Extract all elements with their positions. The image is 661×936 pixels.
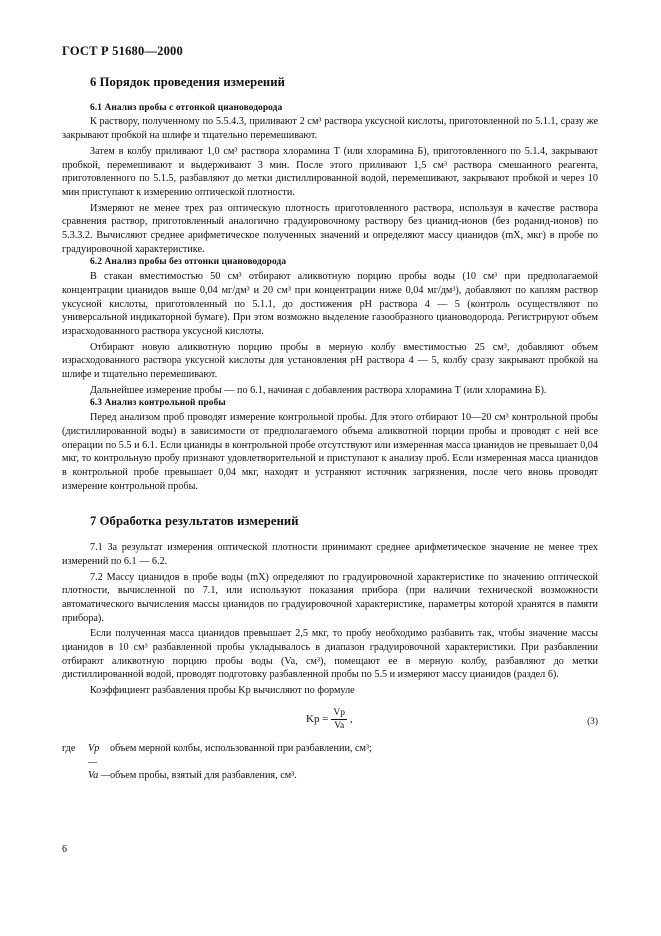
definition-row bbox=[62, 769, 598, 783]
paragraph: Измеряют не менее трех раз оптическую плотность приготовленного раствора, используя в качестве раствора сравнения раствор, приготовленный аналогично градуировочному раствору без цианид-ионов (без роданид-ионов) по 5.3.3.2. Вычисляют среднее арифметическое полученных значений и определяют массу цианидов (mX, мкг) в пробе по градуировочной характеристике. bbox=[62, 202, 598, 255]
definition-lead bbox=[62, 769, 88, 783]
paragraph: К раствору, полученному по 5.5.4.3, приливают 2 см³ раствора уксусной кислоты, приготовленной по 5.1.1, сразу же закрывают пробкой на шлифе и тщательно перемешивают. bbox=[62, 116, 598, 142]
paragraph: Затем в колбу приливают 1,0 см³ раствора хлорамина Т (или хлорамина Б), приготовленного по 5.1.4, закрывают пробкой, перемешивают и выдерживают 3 мин. После этого приливают 1,5 см³ раствора смешанного реагента, приготовленного по 5.1.5, разбавляют до метки дистиллированной водой, перемешивают, закрывают пробкой и через 10 мин приступают к измерению оптической плотности. bbox=[62, 145, 598, 198]
formula-definitions bbox=[62, 742, 598, 783]
page-number: 6 bbox=[62, 844, 67, 855]
paragraph: Если полученная масса цианидов превышает 2,5 мкг, то пробу необходимо разбавить так, чтобы значение массы цианидов в 10 см³ разбавленной пробы укладывалось в диапазон градуировочной характеристики. При разбавлении отбирают аликвотную порцию пробы воды (Va, см³), помещают ее в мерную колбу, разбавляют до метки дистиллированной водой, проводят подготовку разбавленной пробы по 5.5 и измеряют массу цианидов (раздел 6). bbox=[62, 628, 598, 681]
formula-3 bbox=[62, 702, 598, 738]
formula-tail: , bbox=[350, 712, 353, 725]
formula-expression bbox=[306, 708, 353, 732]
paragraph: Коэффициент разбавления пробы Kр вычисляют по формуле bbox=[90, 685, 355, 697]
subsection-6-3-title: 6.3 Анализ контрольной пробы bbox=[90, 398, 226, 409]
definition-symbol: Va — bbox=[88, 770, 110, 782]
page-content bbox=[62, 62, 598, 783]
paragraph: В стакан вместимостью 50 см³ отбирают аликвотную порцию пробы воды (10 см³ при предполагаемой концентрации цианидов выше 0,04 мг/дм³ и 20 см³ при концентрации ниже 0,04 мг/дм³), добавляют по каплям раствор уксусной кислоты, приготовленный по 5.1.1, до достижения рН раствора 4 — 5 (контроль осуществляют по универсальной индикаторной бумаге). При этом возможно выделение газообразного циановодорода. Регистрируют объем израсходованного раствора уксусной кислоты. bbox=[62, 271, 598, 337]
paragraph: 7.2 Массу цианидов в пробе воды (mX) определяют по градуировочной характеристике по значению оптической плотности, вычисленной по 7.1, или используют показания прибора (при наличии технической возможности автоматического вычисления массы цианидов по градуировочной характеристике, параметры которой хранятся в памяти прибора). bbox=[62, 571, 598, 624]
section-7 bbox=[62, 515, 598, 783]
formula-denominator: Va bbox=[334, 720, 345, 731]
section-7-title: 7 Обработка результатов измерений bbox=[90, 514, 299, 529]
paragraph: Отбирают новую аликвотную порцию пробы в мерную колбу вместимостью 25 см³, добавляют объем израсходованного раствора уксусной кислоты для установления рН раствора 4 — 5, колбу сразу закрывают пробкой на шлифе и тщательно перемешивают. bbox=[62, 341, 598, 381]
definition-lead: где bbox=[62, 742, 76, 754]
formula-numerator: Vр bbox=[333, 707, 346, 718]
definition-text: объем пробы, взятый для разбавления, см³. bbox=[110, 770, 297, 782]
equation-number: (3) bbox=[587, 716, 598, 727]
document-header: ГОСТ Р 51680—2000 bbox=[62, 44, 183, 58]
subsection-6-2-title: 6.2 Анализ пробы без отгонки циановодорода bbox=[90, 257, 287, 268]
formula-fraction bbox=[331, 708, 347, 732]
definition-row bbox=[62, 742, 598, 769]
section-6-title: 6 Порядок проведения измерений bbox=[90, 75, 285, 89]
paragraph: 7.1 За результат измерения оптической плотности принимают среднее арифметическое значение не менее трех измерений по 6.1 — 6.2. bbox=[62, 542, 598, 567]
definition-text: объем мерной колбы, использованной при разбавлении, см³; bbox=[110, 742, 372, 754]
paragraph: Дальнейшее измерение пробы — по 6.1, начиная с добавления раствора хлорамина Т (или хлорамина Б). bbox=[90, 384, 547, 396]
formula-lhs: Kр = bbox=[306, 712, 329, 725]
subsection-6-1-title: 6.1 Анализ пробы с отгонкой циановодорода bbox=[90, 102, 283, 113]
paragraph: Перед анализом проб проводят измерение контрольной пробы. Для этого отбирают 10—20 см³ контрольной пробы (дистиллированной воды) в зависимости от предполагаемого объема аликвотной порции пробы и проводят с ней все операции по 5.5 и 6.1. Если цианиды в контрольной пробе отсутствуют или измеренная масса цианидов не превышает 0,04 мкг, то контрольную пробу признают удовлетворительной и приступают к анализу проб. Если измеренная масса цианидов в контрольной пробе превышает 0,04 мкг, находят и устраняют источник загрязнения, после чего вновь проводят измерение контрольной пробы. bbox=[62, 412, 598, 492]
definition-symbol: Vр — bbox=[88, 742, 100, 768]
